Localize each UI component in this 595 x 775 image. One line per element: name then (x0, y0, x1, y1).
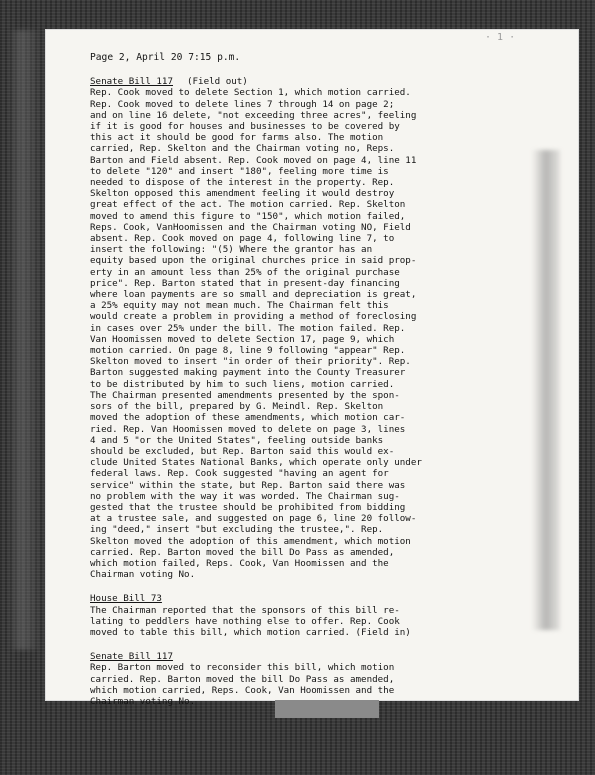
minutes-content (90, 52, 530, 720)
scan-shadow-right (532, 150, 560, 630)
section-text: Rep. Cook moved to delete Section 1, which motion carried. Rep. Cook moved to delete lines 7 through 14 on page 2; and on line 16 delete, "not exceeding three acres", feeling if it is good for houses and businesses to be covered by this act it should be good for farms also. The motion carried, Rep. Skelton and the Chairman voting no, Reps. Barton and Field absent. Rep. Cook moved on page 4, line 11 to delete "120" and insert "180", feeling more time is needed to dispose of the interest in the property. Rep. Skelton opposed this amendment feeling it would destroy great effect of the act. The motion carried. Rep. Skelton moved to amend this figure to "150", which motion failed, Reps. Cook, VanHoomissen and the Chairman voting NO, Field absent. Rep. Cook moved on page 4, following line 7, to insert the following: "(5) Where the grantor has an equity based upon the original churches price in said prop- erty in an amount less than 25% of the original purchase price". Rep. Barton stated that in present-day financing where loan payments are so small and depreciation is great, a 25% equity may not mean much. The Chairman felt this would create a problem in providing a method of foreclosing in cases over 25% under the bill. The motion failed. Rep. Van Hoomissen moved to delete Section 17, page 9, which motion carried. On page 8, line 9 following "appear" Rep. Skelton moved to insert "in order of their priority". Rep. Barton suggested making payment into the County Treasurer to be distributed by him to such liens, motion carried. The Chairman presented amendments presented by the spon- sors of the bill, prepared by G. Meindl. Rep. Skelton moved the adoption of these amendments, which motion car- ried. Rep. Van Hoomissen moved to delete on page 3, lines 4 and 5 "or the United States", feeling outside banks should be excluded, but Rep. Barton said this would ex- clude United States National Banks, which operate only under federal laws. Rep. Cook suggested "having an agent for service" within the state, but Rep. Barton said there was no problem with the way it was worded. The Chairman sug- gested that the trustee should be prohibited from bidding at a trustee sale, and suggested on page 6, line 20 follow- ing "deed," insert "but excluding the trustee,". Rep. Skelton moved the adoption of this amendment, which motion carried. Rep. Barton moved the bill Do Pass as amended, which motion failed, Reps. Cook, Van Hoomissen and the Chairman voting No. (90, 87, 422, 581)
section-house-bill-73 (90, 593, 530, 638)
section-title: House Bill 73 (90, 593, 162, 605)
section-senate-bill-117 (90, 76, 530, 580)
scan-shadow-left (8, 30, 42, 650)
section-title: Senate Bill 117 (90, 76, 173, 88)
section-heading (90, 76, 530, 87)
section-title: Senate Bill 117 (90, 651, 173, 663)
section-senate-bill-117-reconsider (90, 651, 530, 707)
corner-mark: · 1 · (485, 32, 516, 43)
section-text: Rep. Barton moved to reconsider this bill, which motion carried. Rep. Barton moved the bill Do Pass as amended, which motion carried, Reps. Cook, Van Hoomissen and the Chairman voting No. (90, 662, 395, 707)
section-heading (90, 651, 530, 662)
section-heading (90, 593, 530, 604)
page-header: Page 2, April 20 7:15 p.m. (90, 52, 241, 63)
section-note: (Field out) (186, 76, 248, 88)
scan-tab (275, 700, 379, 718)
section-text: The Chairman reported that the sponsors of this bill re- lating to peddlers have nothing else to offer. Rep. Cook moved to table this bill, which motion carried. (Field in) (90, 604, 411, 638)
